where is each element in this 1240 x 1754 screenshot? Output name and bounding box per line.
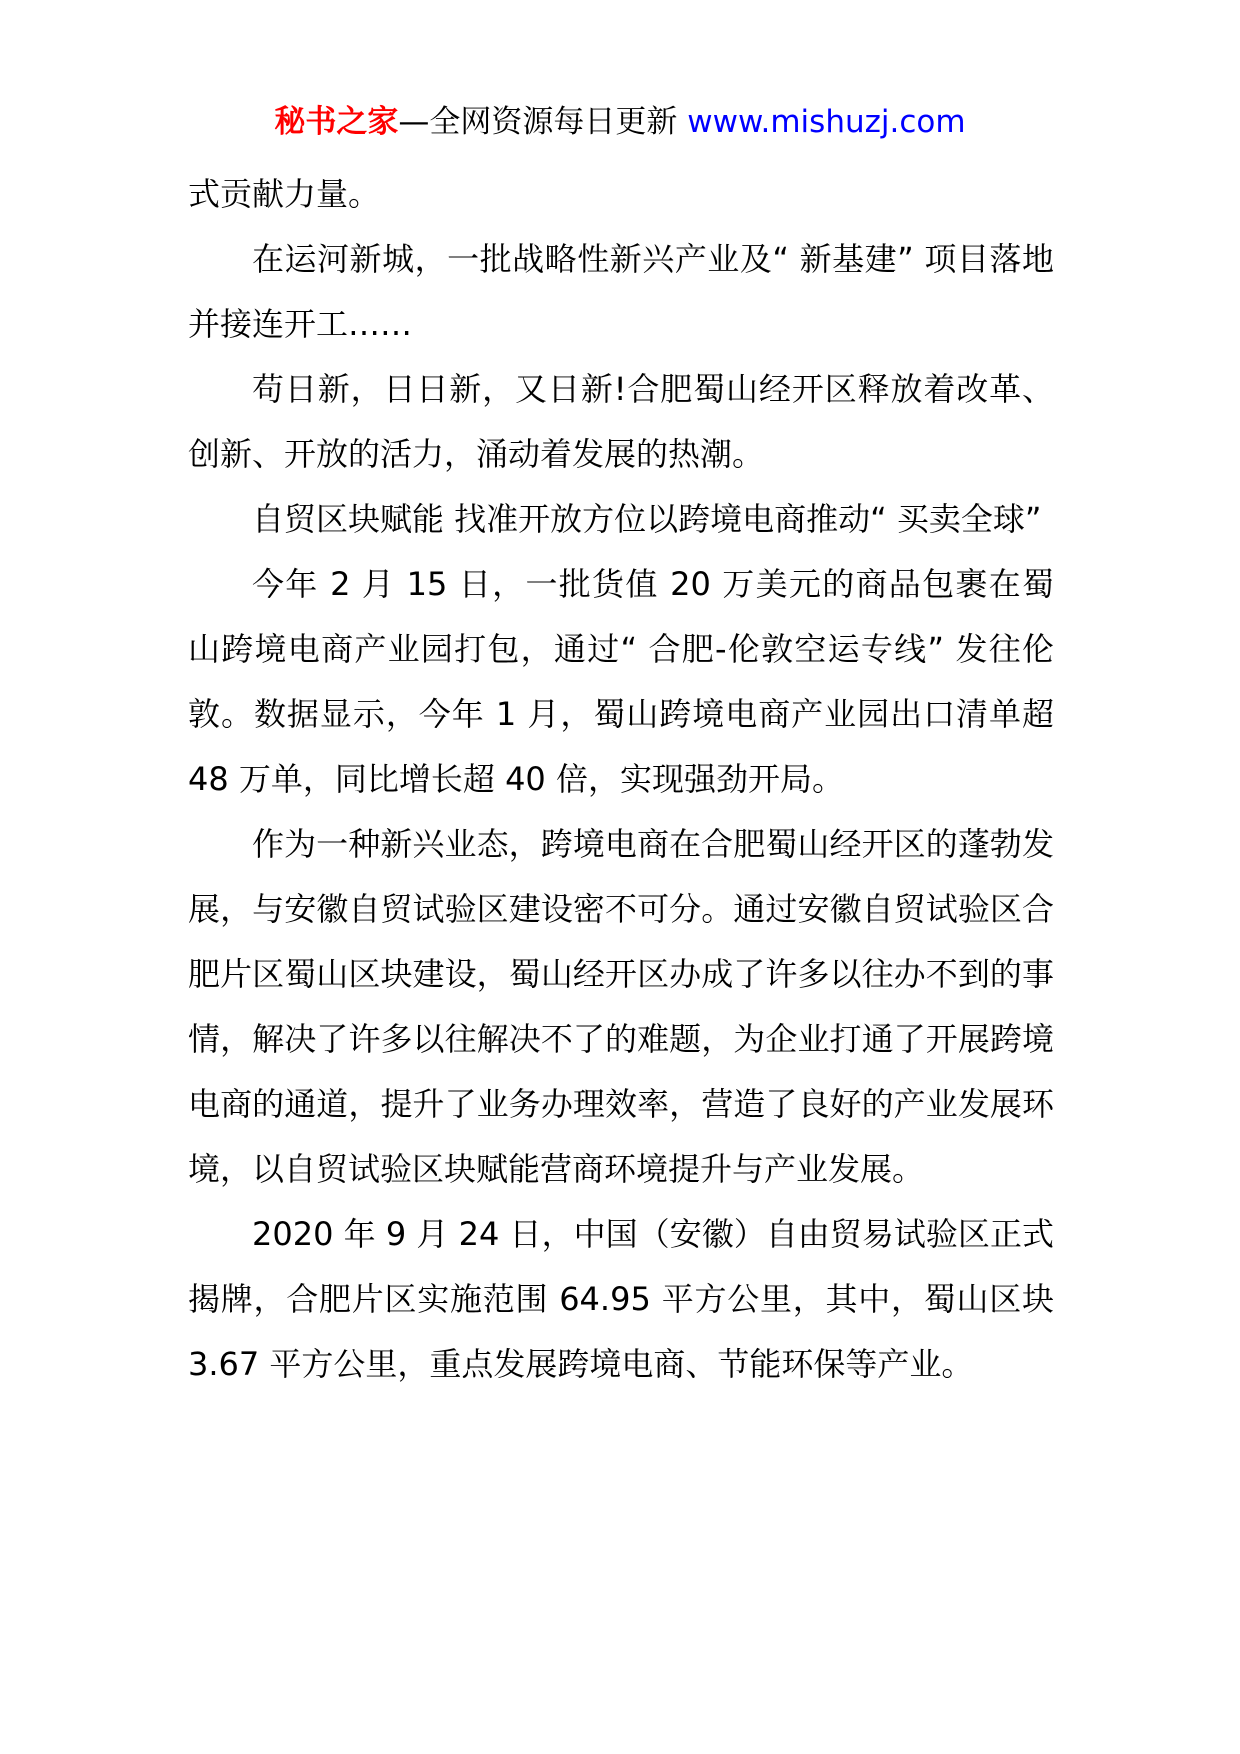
paragraph: 在运河新城，一批战略性新兴产业及“ 新基建” 项目落地并接连开工…… — [188, 240, 1054, 343]
section-heading: 自贸区块赋能 找准开放方位以跨境电商推动“ 买卖全球” — [252, 500, 1042, 538]
page-header — [0, 100, 1240, 144]
brand-name: 秘书之家 — [274, 104, 399, 140]
header-tagline: —全网资源每日更新 — [398, 104, 678, 140]
document-body — [188, 162, 1054, 1397]
paragraph-continuation: 式贡献力量。 — [188, 175, 381, 213]
paragraph: 今年 2 月 15 日，一批货值 20 万美元的商品包裹在蜀山跨境电商产业园打包，通过“ 合肥-伦敦空运专线” 发往伦敦。数据显示，今年 1 月，蜀山跨境电商产业园出口清单超 48 万单，同比增长超 40 倍，实现强劲开局。 — [188, 565, 1054, 798]
paragraph: 2020 年 9 月 24 日，中国（安徽）自由贸易试验区正式揭牌，合肥片区实施范围 64.95 平方公里，其中，蜀山区块 3.67 平方公里，重点发展跨境电商、节能环保等产业。 — [188, 1215, 1054, 1383]
site-url-link[interactable]: www.mishuzj.com — [687, 104, 966, 140]
paragraph: 作为一种新兴业态，跨境电商在合肥蜀山经开区的蓬勃发展，与安徽自贸试验区建设密不可分。通过安徽自贸试验区合肥片区蜀山区块建设，蜀山经开区办成了许多以往办不到的事情，解决了许多以往解决不了的难题，为企业打通了开展跨境电商的通道，提升了业务办理效率，营造了良好的产业发展环境，以自贸试验区块赋能营商环境提升与产业发展。 — [188, 825, 1054, 1188]
paragraph: 苟日新，日日新，又日新!合肥蜀山经开区释放着改革、创新、开放的活力，涌动着发展的热潮。 — [188, 370, 1054, 473]
